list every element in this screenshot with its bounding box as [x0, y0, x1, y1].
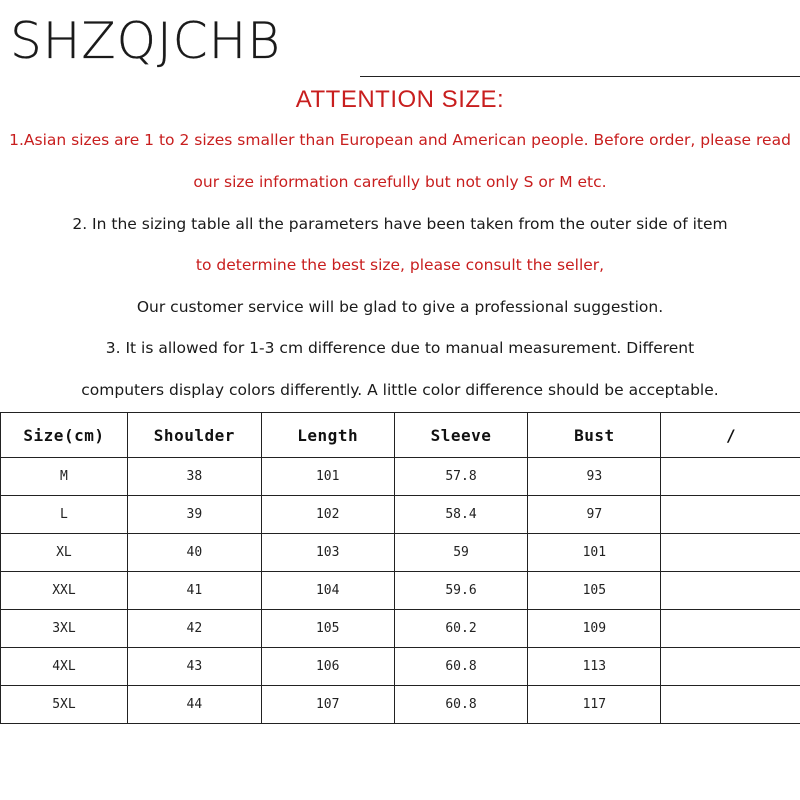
- cell-size: 5XL: [1, 686, 128, 724]
- note-line-7: computers display colors differently. A little color difference should be acceptable.: [81, 381, 719, 399]
- note-line-2: our size information carefully but not only S or M etc.: [193, 173, 607, 191]
- cell-sleeve: 59.6: [394, 572, 528, 610]
- cell-length: 106: [261, 648, 394, 686]
- table-row: [1, 686, 800, 724]
- cell-size: 4XL: [1, 648, 128, 686]
- cell-size: XL: [1, 534, 128, 572]
- table-row: [1, 458, 800, 496]
- header-length: Length: [261, 413, 394, 458]
- header-bust: Bust: [528, 413, 661, 458]
- cell-length: 104: [261, 572, 394, 610]
- cell-extra: [661, 458, 800, 496]
- cell-bust: 105: [528, 572, 661, 610]
- cell-sleeve: 57.8: [394, 458, 528, 496]
- cell-extra: [661, 686, 800, 724]
- cell-extra: [661, 534, 800, 572]
- cell-bust: 109: [528, 610, 661, 648]
- note-line-5: Our customer service will be glad to give a professional suggestion.: [136, 298, 664, 316]
- cell-shoulder: 39: [127, 496, 261, 534]
- table-header-row: [1, 413, 800, 458]
- cell-bust: 93: [528, 458, 661, 496]
- header-slash: /: [661, 413, 800, 458]
- cell-shoulder: 44: [127, 686, 261, 724]
- table-row: [1, 648, 800, 686]
- cell-size: L: [1, 496, 128, 534]
- note-line-6: 3. It is allowed for 1-3 cm difference due to manual measurement. Different: [105, 339, 695, 357]
- cell-extra: [661, 610, 800, 648]
- table-row: [1, 610, 800, 648]
- cell-sleeve: 60.2: [394, 610, 528, 648]
- cell-sleeve: 60.8: [394, 648, 528, 686]
- header-divider: [360, 76, 800, 77]
- table-row: [1, 572, 800, 610]
- cell-bust: 113: [528, 648, 661, 686]
- cell-length: 103: [261, 534, 394, 572]
- note-text-1: Asian sizes are 1 to 2 sizes smaller than European and American people. Before order, please read: [23, 131, 791, 149]
- cell-shoulder: 42: [127, 610, 261, 648]
- cell-shoulder: 41: [127, 572, 261, 610]
- cell-sleeve: 59: [394, 534, 528, 572]
- cell-size: M: [1, 458, 128, 496]
- cell-shoulder: 38: [127, 458, 261, 496]
- cell-sleeve: 58.4: [394, 496, 528, 534]
- note-line-1: [0, 131, 800, 149]
- cell-extra: [661, 496, 800, 534]
- table-row: [1, 496, 800, 534]
- cell-length: 102: [261, 496, 394, 534]
- cell-bust: 97: [528, 496, 661, 534]
- table-row: [1, 534, 800, 572]
- header-size: Size(cm): [1, 413, 128, 458]
- cell-extra: [661, 572, 800, 610]
- cell-sleeve: 60.8: [394, 686, 528, 724]
- note-line-3: 2. In the sizing table all the parameters have been taken from the outer side of item: [72, 215, 728, 233]
- cell-shoulder: 40: [127, 534, 261, 572]
- cell-extra: [661, 648, 800, 686]
- cell-size: XXL: [1, 572, 128, 610]
- cell-shoulder: 43: [127, 648, 261, 686]
- header-shoulder: Shoulder: [127, 413, 261, 458]
- cell-length: 105: [261, 610, 394, 648]
- attention-heading: ATTENTION SIZE:: [295, 86, 505, 113]
- note-line-4: to determine the best size, please consult the seller,: [195, 256, 605, 274]
- cell-length: 101: [261, 458, 394, 496]
- size-table: [0, 412, 800, 724]
- cell-size: 3XL: [1, 610, 128, 648]
- cell-bust: 101: [528, 534, 661, 572]
- brand-logo: SHZQJCHB: [10, 12, 281, 70]
- header-sleeve: Sleeve: [394, 413, 528, 458]
- cell-length: 107: [261, 686, 394, 724]
- cell-bust: 117: [528, 686, 661, 724]
- note-number-1: 1.: [9, 131, 24, 149]
